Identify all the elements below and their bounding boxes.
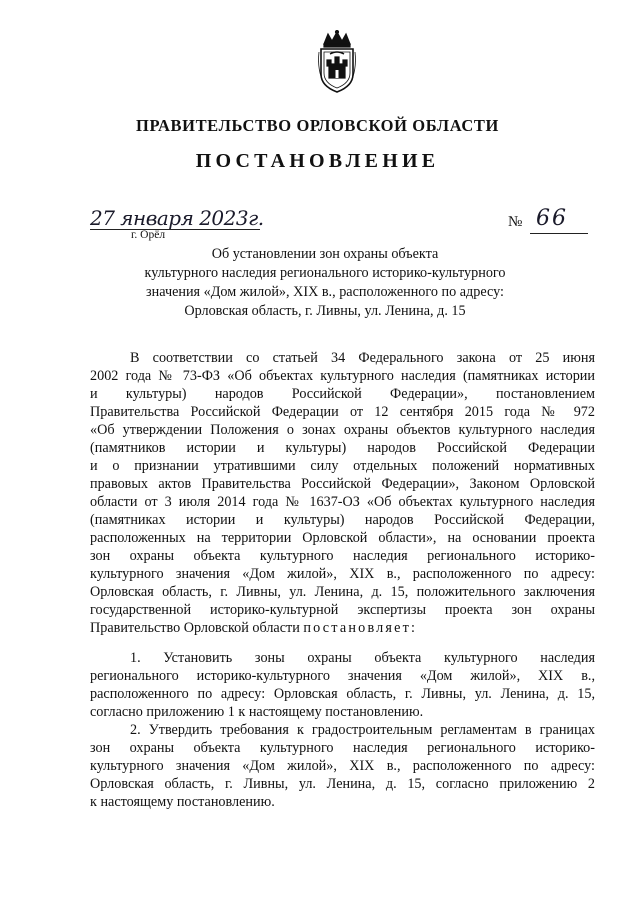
- preamble-line: «Об утверждении Положения о зонах охраны объектов культурного наследия: [90, 422, 595, 438]
- preamble-line: расположенных на территории Орловской области», на основании проекта: [90, 530, 595, 546]
- item1-line: регионального историко-культурного значения «Дом жилой», XIX в.,: [90, 668, 595, 684]
- item2-line: 2. Утвердить требования к градостроительным регламентам в границах: [130, 722, 595, 738]
- item1-line: согласно приложению 1 к настоящему постановлению.: [90, 704, 424, 720]
- number-label: №: [508, 214, 523, 230]
- item1-line: 1. Установить зоны охраны объекта культурного наследия: [130, 650, 595, 666]
- handwritten-number: 66: [536, 206, 568, 231]
- preamble-line: 2002 года № 73-ФЗ «Об объектах культурного наследия (памятниках истории: [90, 368, 595, 384]
- preamble-line: и о признании утратившими силу отдельных положений нормативных: [90, 458, 595, 474]
- preamble-line: зон охраны объекта культурного наследия регионального историко-: [90, 548, 595, 564]
- number-underline: [530, 233, 588, 234]
- preamble-line: государственной историко-культурной экспертизы проекта зон охраны: [90, 602, 595, 618]
- preamble-line: правовых актов Правительства Российской Федерации», Законом Орловской: [90, 476, 595, 492]
- preamble-line: Правительства Российской Федерации от 12 сентября 2015 года № 972: [90, 404, 595, 420]
- preamble-final-line: [90, 620, 595, 637]
- city-label: г. Орёл: [131, 229, 166, 241]
- document-type-title: ПОСТАНОВЛЕНИЕ: [195, 150, 440, 172]
- preamble-line: культурного значения «Дом жилой», XIX в., расположенного по адресу:: [90, 566, 595, 582]
- item2-line: зон охраны объекта культурного наследия регионального историко-: [90, 740, 595, 756]
- document-subject: [100, 245, 550, 321]
- handwritten-date: 27 января 2023г.: [90, 206, 264, 230]
- item2-line: культурного значения «Дом жилой», XIX в., расположенного по адресу:: [90, 758, 595, 774]
- subject-line: Орловская область, г. Ливны, ул. Ленина, д. 15: [184, 303, 466, 319]
- resolves-word: постановляет:: [303, 620, 418, 636]
- date-underline: [90, 229, 260, 230]
- preamble-line: области от 3 июля 2014 года № 1637-ОЗ «Об объектах культурного наследия: [90, 494, 595, 510]
- organization-title: ПРАВИТЕЛЬСТВО ОРЛОВСКОЙ ОБЛАСТИ: [136, 116, 499, 135]
- item2-line: к настоящему постановлению.: [90, 794, 275, 810]
- item1-line: расположенного по адресу: Орловская область, г. Ливны, ул. Ленина, д. 15,: [90, 686, 595, 702]
- preamble-line: (памятниках истории и культуры) народов Российской Федерации,: [90, 512, 595, 528]
- coat-of-arms-icon: [316, 30, 358, 94]
- subject-line: культурного наследия регионального историко-культурного: [144, 265, 506, 281]
- preamble-line: Орловская область, г. Ливны, ул. Ленина, д. 15, положительного заключения: [90, 584, 595, 600]
- government-subject: Правительство Орловской области: [90, 620, 300, 636]
- preamble-line: В соответствии со статьей 34 Федерального закона от 25 июня: [130, 350, 595, 366]
- subject-line: Об установлении зон охраны объекта: [211, 246, 439, 262]
- item2-line: Орловская область, г. Ливны, ул. Ленина, д. 15, согласно приложению 2: [90, 776, 595, 792]
- subject-line: значения «Дом жилой», XIX в., расположенного по адресу:: [146, 284, 504, 300]
- preamble-line: и культуры) народов Российской Федерации», постановлением: [90, 386, 595, 402]
- preamble-line: (памятников истории и культуры) народов Российской Федерации: [90, 440, 595, 456]
